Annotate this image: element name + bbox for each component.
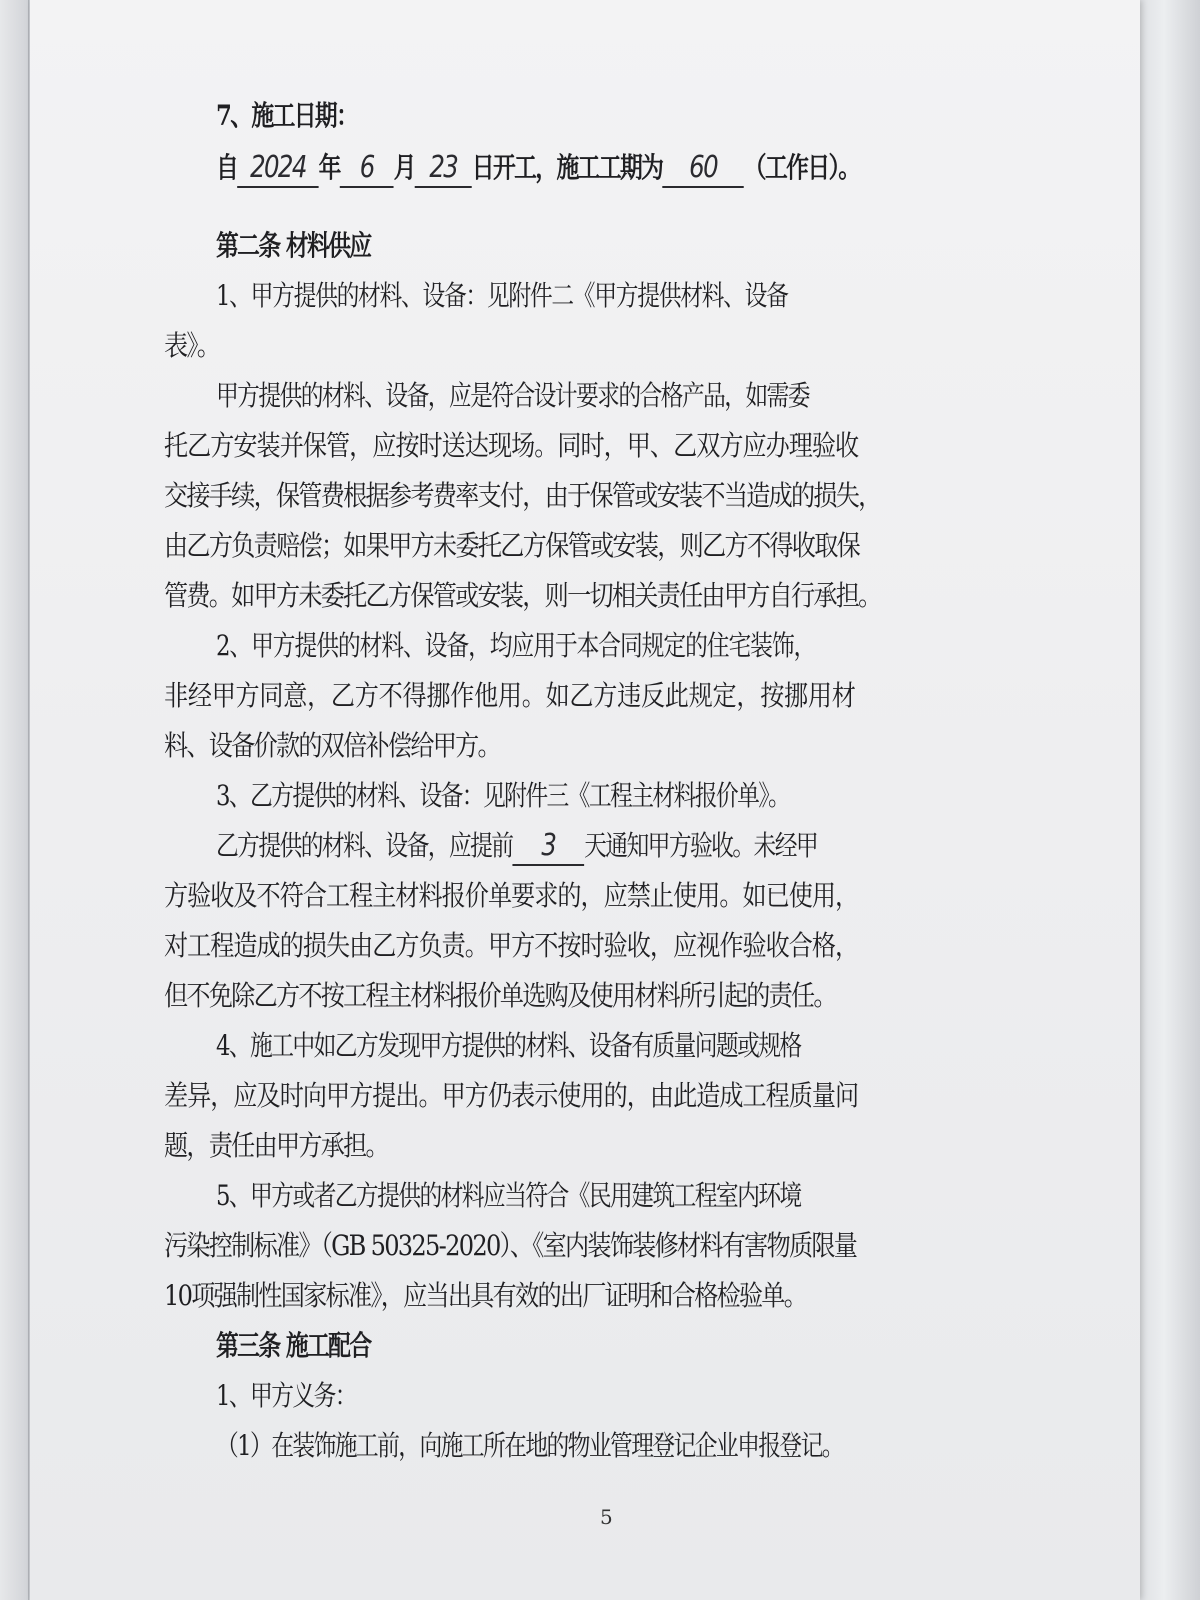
paragraph-line: （1）在装饰施工前，向施工所在地的物业管理登记企业申报登记。 — [216, 1429, 843, 1462]
handwritten-year: 2024 — [237, 150, 318, 188]
paragraph-line: 料、设备价款的双倍补偿给甲方。 — [164, 729, 500, 762]
paragraph-line — [216, 828, 1120, 866]
paragraph-line: 管费。如甲方未委托乙方保管或安装，则一切相关责任由甲方自行承担。 — [164, 579, 881, 612]
paragraph-line: 题，责任由甲方承担。 — [164, 1129, 388, 1162]
paragraph-line: 2、甲方提供的材料、设备，均应用于本合同规定的住宅装饰， — [216, 629, 816, 662]
paragraph-line: 4、施工中如乙方发现甲方提供的材料、设备有质量问题或规格 — [216, 1029, 801, 1062]
advance-notice-suffix: 天通知甲方验收。未经甲 — [584, 829, 818, 862]
paragraph-line: 1、甲方提供的材料、设备：见附件二《甲方提供材料、设备 — [216, 279, 788, 312]
paragraph-line: 方验收及不符合工程主材料报价单要求的，应禁止使用。如已使用， — [164, 879, 859, 912]
paragraph-line: 污染控制标准》（GB 50325-2020）、《室内装饰装修材料有害物质限量 — [164, 1229, 857, 1262]
handwritten-notice-days: 3 — [512, 828, 584, 866]
next-pages-edge — [1139, 0, 1200, 1600]
document-page — [30, 0, 1140, 1600]
paragraph-line: 1、甲方义务： — [216, 1379, 356, 1412]
paragraph-line: 10项强制性国家标准》，应当出具有效的出厂证明和合格检验单。 — [164, 1279, 807, 1312]
paragraph-line: 非经甲方同意，乙方不得挪作他用。如乙方违反此规定，按挪用材 — [164, 679, 856, 712]
construction-date-label: 7、施工日期： — [216, 99, 358, 132]
handwritten-month: 6 — [340, 150, 394, 188]
year-label: 年 — [318, 151, 340, 184]
date-prefix: 自 — [216, 151, 238, 184]
previous-page-edge — [0, 0, 29, 1600]
paragraph-line: 表》。 — [164, 329, 220, 362]
working-days-label: （工作日）。 — [743, 151, 860, 184]
handwritten-period: 60 — [662, 150, 743, 188]
paragraph-line: 甲方提供的材料、设备，应是符合设计要求的合格产品，如需委 — [216, 379, 809, 412]
paragraph-line: 交接手续，保管费根据参考费率支付，由于保管或安装不当造成的损失， — [164, 479, 881, 512]
paragraph-line: 差异，应及时向甲方提出。甲方仍表示使用的，由此造成工程质量问 — [164, 1079, 859, 1112]
section-heading-cooperation: 第三条 施工配合 — [216, 1329, 371, 1362]
construction-date-line — [216, 150, 1120, 188]
paragraph-line: 对工程造成的损失由乙方负责。甲方不按时验收，应视作验收合格， — [164, 929, 859, 962]
month-label: 月 — [393, 151, 415, 184]
advance-notice-prefix: 乙方提供的材料、设备，应提前 — [216, 829, 513, 862]
paragraph-line: 托乙方安装并保管，应按时送达现场。同时，甲、乙双方应办理验收 — [164, 429, 859, 462]
handwritten-day: 23 — [415, 150, 472, 188]
paragraph-line: 由乙方负责赔偿；如果甲方未委托乙方保管或安装，则乙方不得收取保 — [164, 529, 860, 562]
paragraph-line: 5、甲方或者乙方提供的材料应当符合《民用建筑工程室内环境 — [216, 1179, 801, 1212]
paragraph-line: 但不免除乙方不按工程主材料报价单选购及使用材料所引起的责任。 — [164, 979, 836, 1012]
start-and-period-label: 日开工，施工工期为 — [471, 151, 663, 184]
section-heading-materials: 第二条 材料供应 — [216, 229, 371, 262]
paragraph-line: 3、乙方提供的材料、设备：见附件三《工程主材料报价单》。 — [216, 779, 790, 812]
page-number: 5 — [600, 1505, 613, 1529]
